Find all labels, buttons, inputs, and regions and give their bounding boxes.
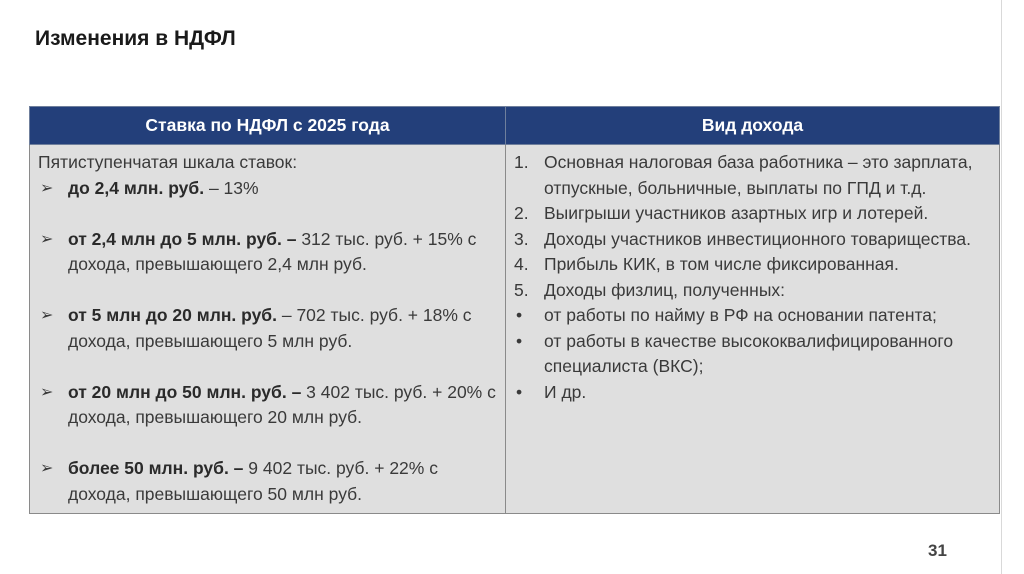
rate-bracket: от 2,4 млн до 5 млн. руб. – [68,228,297,249]
item-text: от работы в качестве высококвалифицированного специалиста (ВКС); [544,330,954,376]
rate-detail: – 702 тыс. руб. + 18% с дохода, превышающего 5 млн руб. [68,305,472,351]
list-item [514,329,991,380]
rate-item [38,176,497,202]
rates-cell [30,145,506,514]
rate-detail: 312 тыс. руб. + 15% с дохода, превышающего 2,4 млн руб. [68,228,477,274]
rates-list [38,176,497,508]
rate-bracket: до 2,4 млн. руб. [68,177,205,198]
rate-detail: 9 402 тыс. руб. + 22% с дохода, превышающего 50 млн руб. [68,458,438,504]
item-text: Доходы участников инвестиционного товарищества. [544,228,971,249]
rate-bracket: более 50 млн. руб. – [68,458,244,478]
list-item [514,227,991,253]
bullet-icon: • [516,305,523,325]
item-text: Выигрыши участников азартных игр и лотерей. [544,203,929,223]
rate-item [38,456,497,507]
rate-item [38,227,497,278]
item-number: 3. [514,228,529,249]
income-list [514,150,991,405]
arrow-right-icon: ➢ [40,383,54,401]
list-item [514,150,991,201]
rate-detail: 3 402 тыс. руб. + 20% с дохода, превышающего 20 млн руб. [68,381,496,427]
list-item [514,303,991,329]
arrow-right-icon: ➢ [40,460,54,477]
item-number: 2. [514,203,529,223]
list-item [514,380,991,406]
rate-item [38,303,497,354]
rate-bracket: от 5 млн до 20 млн. руб. [68,305,277,325]
bullet-icon: • [516,330,523,351]
list-item [514,252,991,278]
item-number: 1. [514,152,529,172]
rate-item [38,380,497,431]
list-item [514,201,991,227]
rates-intro: Пятиступенчатая шкала ставок: [38,152,298,172]
item-text: Прибыль КИК, в том числе фиксированная. [544,254,899,274]
item-number: 5. [514,279,529,300]
header-rate: Ставка по НДФЛ с 2025 года [30,107,506,145]
rate-detail: – 13% [204,177,259,198]
list-item [514,278,991,304]
header-income-type: Вид дохода [506,107,1000,145]
arrow-right-icon: ➢ [40,179,54,197]
item-text: Доходы физлиц, полученных: [544,279,786,300]
item-text: от работы по найму в РФ на основании патента; [544,305,937,325]
arrow-right-icon: ➢ [40,230,54,248]
item-number: 4. [514,254,529,274]
tax-comparison-table [29,106,1000,514]
item-text: И др. [544,381,587,402]
slide-title: Изменения в НДФЛ [35,27,236,50]
item-text: Основная налоговая база работника – это зарплата, отпускные, больничные, выплаты по ГПД и т.д. [544,152,973,198]
page-number: 31 [928,541,947,560]
income-types-cell [506,145,1000,514]
table-header-row [30,107,1000,145]
rate-bracket: от 20 млн до 50 млн. руб. – [68,381,302,402]
table-row [30,145,1000,514]
bullet-icon: • [516,381,523,402]
arrow-right-icon: ➢ [40,307,54,324]
slide-frame-line [1001,0,1002,574]
